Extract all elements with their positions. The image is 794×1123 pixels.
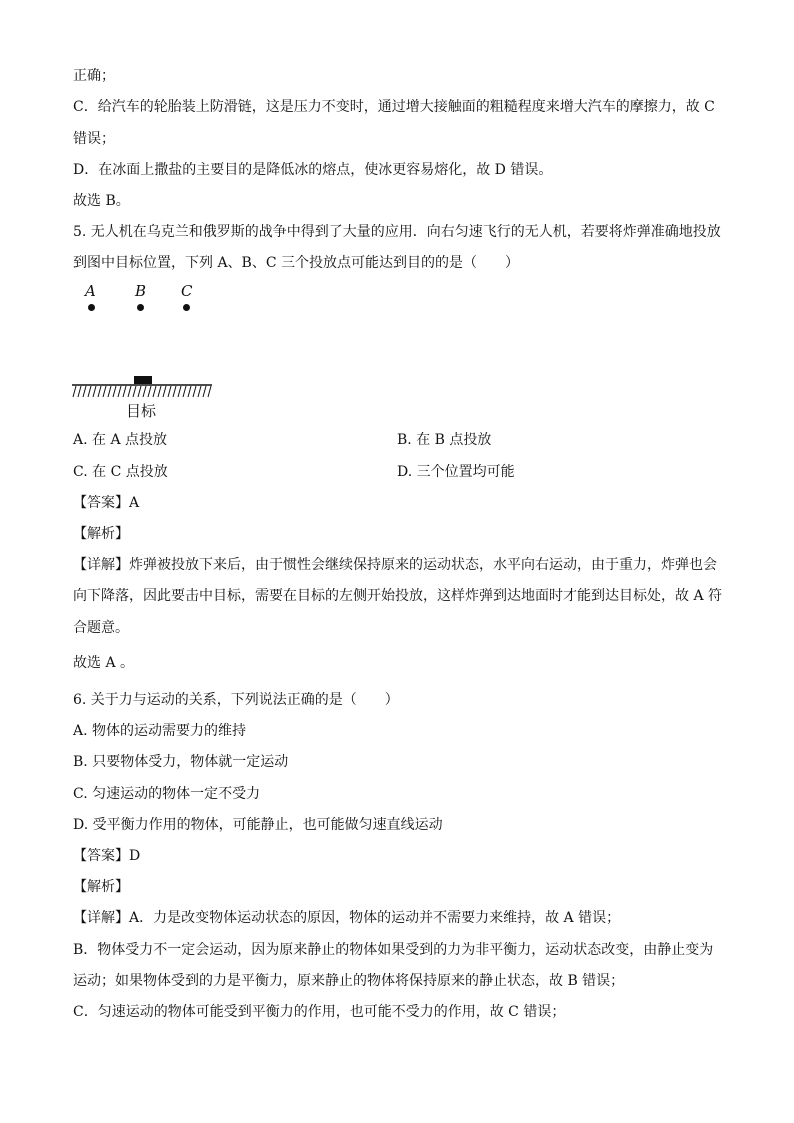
answer-line: 【答案】A xyxy=(73,495,140,511)
detail-line: B．物体受力不一定会运动，因为原来静止的物体如果受到的力为非平衡力，运动状态改变，由静止变为 xyxy=(73,942,714,958)
option-a: A. 物体的运动需要力的维持 xyxy=(73,723,247,739)
analysis-heading: 【解析】 xyxy=(73,879,129,895)
drop-point-b xyxy=(137,304,144,311)
detail-line: 向下降落，因此要击中目标，需要在目标的左侧开始投放，这样炸弹到达地面时才能到达目标处，故 A 符 xyxy=(73,588,723,604)
detail-line: C．匀速运动的物体可能受到平衡力的作用，也可能不受力的作用，故 C 错误； xyxy=(73,1004,566,1020)
option-c: C. 匀速运动的物体一定不受力 xyxy=(73,786,261,802)
analysis-heading: 【解析】 xyxy=(73,526,129,542)
text-line: D．在冰面上撒盐的主要目的是降低冰的熔点，使冰更容易熔化，故 D 错误。 xyxy=(73,162,553,178)
point-label-c: C xyxy=(181,282,193,300)
conclusion-line: 故选 A 。 xyxy=(73,655,135,671)
answer-line: 【答案】D xyxy=(73,848,141,864)
option-d: D. 受平衡力作用的物体，可能静止，也可能做匀速直线运动 xyxy=(73,817,443,833)
question-6-stem: 6. 关于力与运动的关系，下列说法正确的是（ ） xyxy=(73,692,399,708)
question-5-stem: 到图中目标位置，下列 A、B、C 三个投放点可能达到目的的是（ ） xyxy=(73,255,520,271)
text-line: 故选 B。 xyxy=(73,193,130,209)
option-b: B. 只要物体受力，物体就一定运动 xyxy=(73,754,289,770)
detail-line: 【详解】A．力是改变物体运动状态的原因，物体的运动并不需要力来维持，故 A 错误； xyxy=(73,910,621,926)
question-5-figure xyxy=(70,280,230,420)
option-a: A. 在 A 点投放 xyxy=(73,432,168,448)
target-label: 目标 xyxy=(126,402,157,420)
detail-line: 【详解】炸弹被投放下来后，由于惯性会继续保持原来的运动状态，水平向右运动，由于重力，炸弹也会 xyxy=(73,557,717,573)
detail-line: 合题意。 xyxy=(73,620,129,636)
option-b: B. 在 B 点投放 xyxy=(397,432,492,448)
question-5-stem: 5. 无人机在乌克兰和俄罗斯的战争中得到了大量的应用．向右匀速飞行的无人机，若要将炸弹准确地投放 xyxy=(73,224,721,240)
drop-point-a xyxy=(88,304,95,311)
drop-point-c xyxy=(183,304,190,311)
text-line: 正确； xyxy=(73,68,115,84)
ground-hatching xyxy=(72,384,212,398)
point-label-a: A xyxy=(85,282,96,300)
target-block xyxy=(134,376,152,384)
option-c: C. 在 C 点投放 xyxy=(73,464,168,480)
detail-line: 运动；如果物体受到的力是平衡力，原来静止的物体将保持原来的静止状态，故 B 错误； xyxy=(73,973,625,989)
text-line: 错误； xyxy=(73,131,115,147)
option-d: D. 三个位置均可能 xyxy=(397,464,515,480)
point-label-b: B xyxy=(135,282,147,300)
text-line: C．给汽车的轮胎装上防滑链，这是压力不变时，通过增大接触面的粗糙程度来增大汽车的摩擦力，故 C xyxy=(73,99,715,115)
